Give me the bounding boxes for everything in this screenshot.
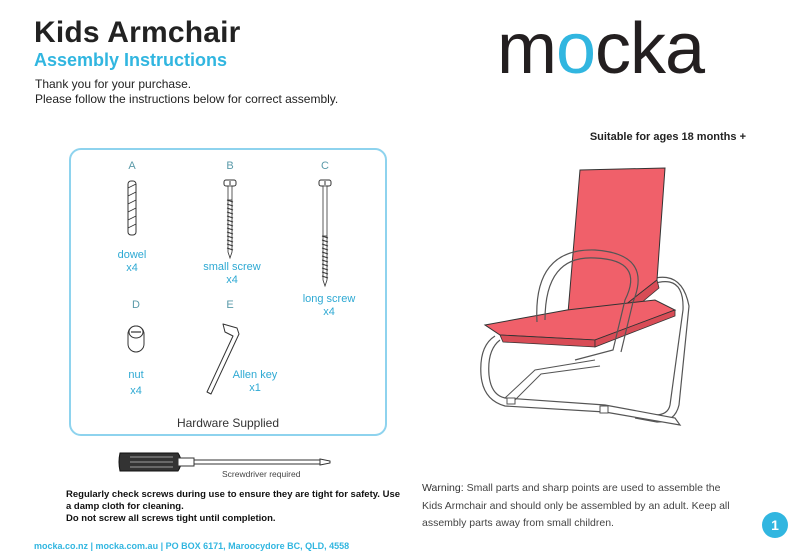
warning-text: Small parts and sharp points are used to assemble the Kids Armchair and should only be assembled by an adult. Keep all assembly parts away from small children. — [422, 482, 730, 529]
part-a-letter: A — [128, 160, 136, 172]
intro-text — [35, 77, 338, 107]
part-a-label — [102, 249, 162, 275]
safety-warning — [422, 480, 742, 533]
care-notes — [66, 489, 406, 525]
page-subtitle: Assembly Instructions — [34, 50, 228, 70]
mocka-logo — [497, 16, 757, 86]
part-d-letter: D — [132, 299, 140, 311]
part-a-qty: x4 — [126, 262, 138, 274]
footer-contact: mocka.co.nz | mocka.com.au | PO BOX 6171, Maroocydore BC, QLD, 4558 — [34, 541, 350, 551]
nut-icon — [124, 320, 150, 356]
part-e-qty: x1 — [249, 382, 261, 394]
note-line-3: Do not screw all screws tight until completion. — [66, 513, 276, 524]
part-d-name: nut — [128, 369, 144, 381]
page-title: Kids Armchair — [34, 16, 241, 49]
part-d-qty: x4 — [130, 385, 142, 397]
part-e-name: Allen key — [232, 369, 278, 381]
logo-text: mocka — [497, 16, 705, 86]
part-b-letter: B — [226, 160, 234, 172]
part-b-label — [197, 261, 267, 287]
long-screw-icon — [317, 178, 333, 290]
note-line-1: Regularly check screws during use to ensure they are tight for safety. Use — [66, 489, 401, 500]
part-a-name: dowel — [117, 249, 147, 261]
intro-line-2: Please follow the instructions below for correct assembly. — [35, 92, 339, 106]
part-b-name: small screw — [203, 261, 261, 273]
age-note: Suitable for ages 18 months + — [589, 131, 746, 143]
part-c-name: long screw — [302, 293, 356, 305]
part-e-label — [222, 369, 288, 395]
part-c-qty: x4 — [323, 306, 335, 318]
small-screw-icon — [222, 178, 238, 260]
screwdriver-label: Screwdriver required — [222, 469, 301, 479]
part-b-qty: x4 — [226, 274, 238, 286]
armchair-illustration — [475, 160, 695, 435]
part-c-letter: C — [321, 160, 329, 172]
page-number-badge: 1 — [762, 512, 788, 538]
dowel-icon — [124, 180, 140, 236]
intro-line-1: Thank you for your purchase. — [35, 77, 192, 91]
hardware-caption: Hardware Supplied — [176, 416, 280, 430]
part-d-label — [106, 369, 166, 398]
part-c-label — [294, 293, 364, 319]
part-e-letter: E — [226, 299, 234, 311]
note-line-2: a damp cloth for cleaning. — [66, 501, 184, 512]
warning-label: Warning: — [422, 482, 464, 494]
